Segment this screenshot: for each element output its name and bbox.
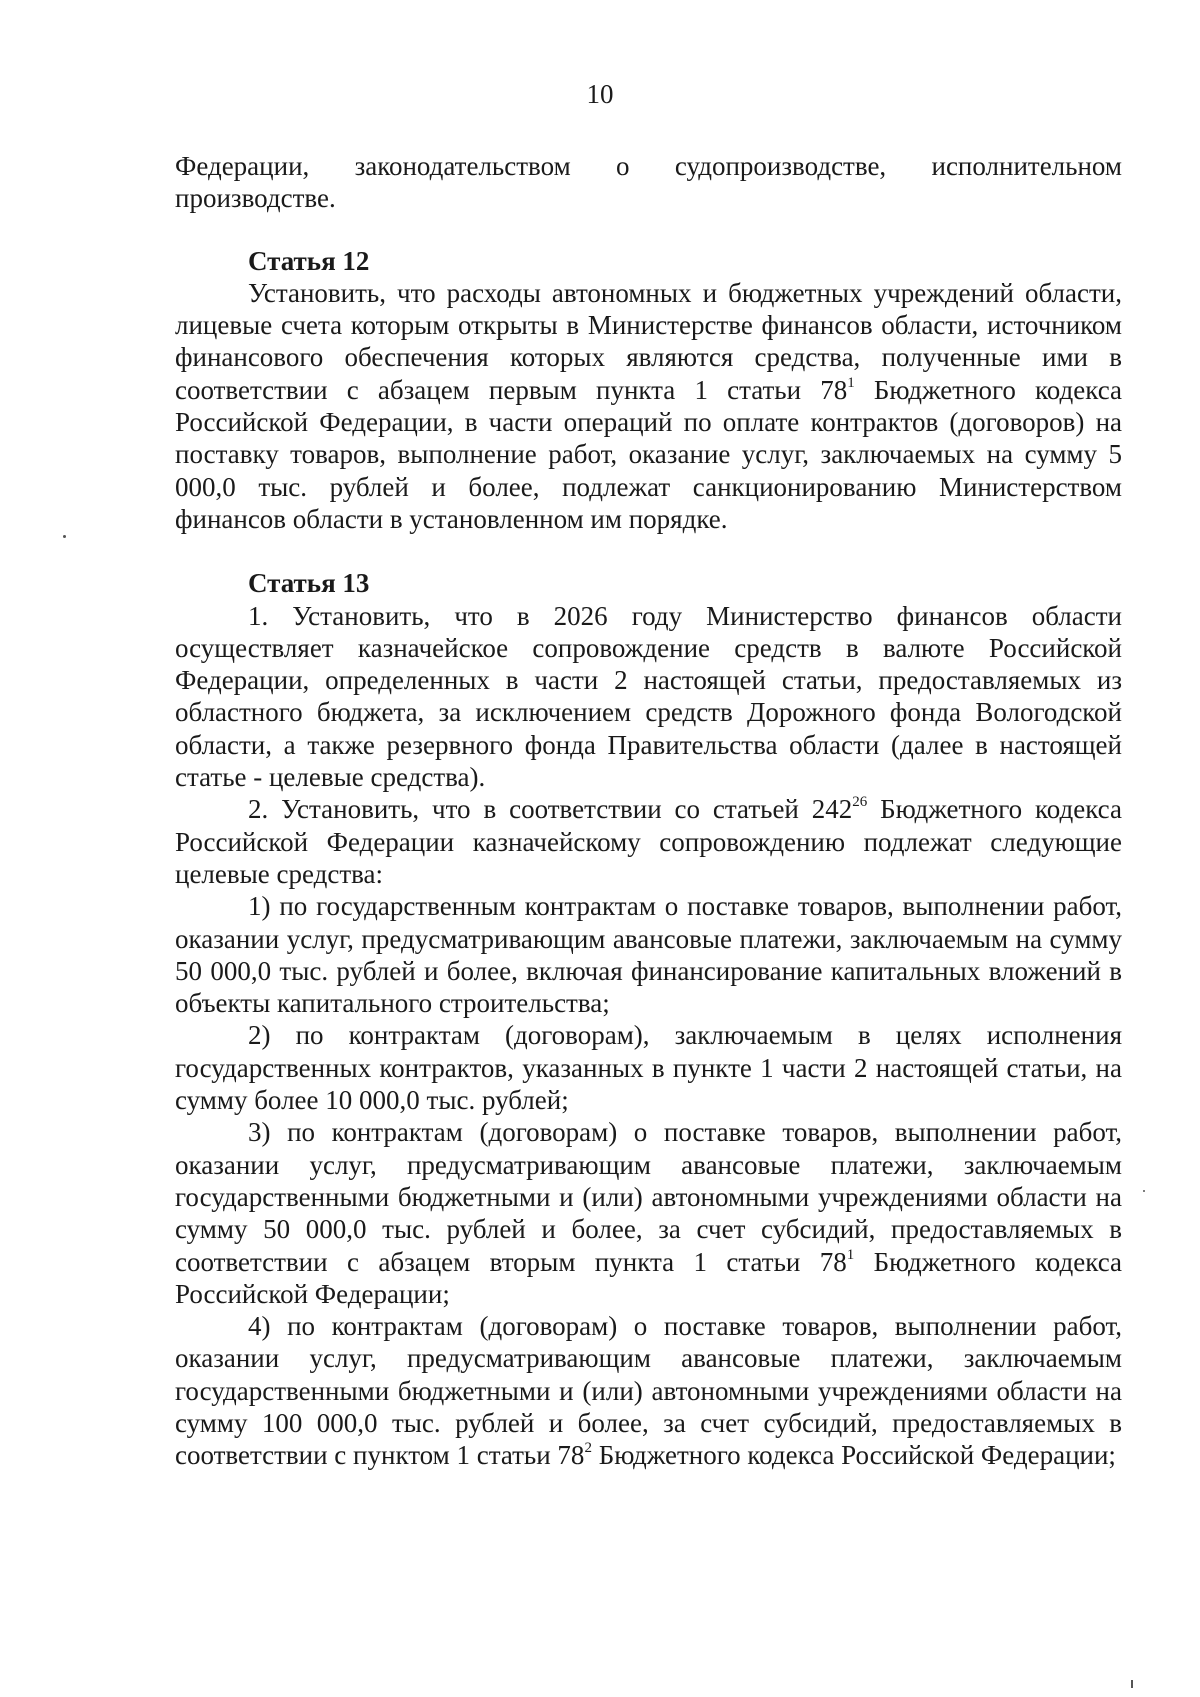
- item-3-text-part-2: Бюджетного кодекса Российской Федерации;: [175, 1246, 1122, 1309]
- article-13-item-3: [175, 1116, 1122, 1310]
- item-4-text-part-2: Бюджетного кодекса Российской Федерации;: [591, 1440, 1116, 1471]
- article-12-paragraph: [175, 277, 1122, 535]
- item-3-superscript: 1: [846, 1246, 855, 1263]
- article-12-title: Статья 12: [248, 245, 370, 276]
- scan-artifact-dot: [1143, 1190, 1145, 1192]
- article-13-clause-1: 1. Установить, что в 2026 году Министерство финансов области осуществляет казначейское сопровождение средств в валюте Российской Федерации, определенных в части 2 настоящей статьи, предоставляемых из областного бюджета, за исключением средств Дорожного фонда Вологодской области, а также резервного фонда Правительства области (далее в настоящей статье - целевые средства).: [175, 600, 1122, 793]
- article-12-superscript: 1: [847, 374, 855, 391]
- item-4-text-part-1: 4) по контрактам (договорам) о поставке товаров, выполнении работ, оказании услуг, предусматривающим авансовые платежи, заключаемым государственными бюджетными и (или) автономными учреждениями области на сумму 100 000,0 тыс. рублей и более, за счет субсидий, предоставляемых в соответствии с пунктом 1 статьи 78: [175, 1311, 1122, 1471]
- item-4-superscript: 2: [584, 1440, 592, 1457]
- scan-artifact-dot: [63, 535, 66, 538]
- article-12-text-part-2: Бюджетного кодекса Российской Федерации, в части операций по оплате контрактов (договоров) на поставку товаров, выполнение работ, оказание услуг, заключаемых на сумму 5 000,0 тыс. рублей и более, подлежат санкционированию Министерством финансов области в установленном им порядке.: [175, 374, 1122, 534]
- article-13-item-4: [175, 1310, 1122, 1471]
- article-13-item-2: 2) по контрактам (договорам), заключаемым в целях исполнения государственных контрактов, указанных в пункте 1 части 2 настоящей статьи, на сумму более 10 000,0 тыс. рублей;: [175, 1020, 1122, 1116]
- article-13-title: Статья 13: [248, 568, 370, 599]
- article-12-text-part-1: Установить, что расходы автономных и бюджетных учреждений области, лицевые счета которым открыты в Министерстве финансов области, источником финансового обеспечения которых являются средства, полученные ими в соответствии с абзацем первым пункта 1 статьи 78: [175, 277, 1122, 405]
- clause-2-superscript: 26: [852, 794, 868, 811]
- scan-artifact-mark: [1131, 1680, 1133, 1688]
- item-3-text-part-1: 3) по контрактам (договорам) о поставке товаров, выполнении работ, оказании услуг, предусматривающим авансовые платежи, заключаемым государственными бюджетными и (или) автономными учреждениями области на сумму 50 000,0 тыс. рублей и более, за счет субсидий, предоставляемых в соответствии с абзацем вторым пункта 1 статьи 78: [175, 1117, 1122, 1277]
- intro-paragraph: Федерации, законодательством о судопроизводстве, исполнительном производстве.: [175, 151, 1122, 214]
- article-13-clause-2: [175, 793, 1122, 890]
- clause-2-text-part-2: Бюджетного кодекса Российской Федерации казначейскому сопровождению подлежат следующие целевые средства:: [175, 794, 1122, 889]
- document-body: [175, 150, 1122, 1472]
- article-13-item-1: 1) по государственным контрактам о поставке товаров, выполнении работ, оказании услуг, предусматривающим авансовые платежи, заключаемым на сумму 50 000,0 тыс. рублей и более, включая финансирование капитальных вложений в объекты капитального строительства;: [175, 891, 1122, 1019]
- page-number: 10: [586, 79, 614, 109]
- clause-2-text-part-1: 2. Установить, что в соответствии со статьей 242: [248, 794, 853, 825]
